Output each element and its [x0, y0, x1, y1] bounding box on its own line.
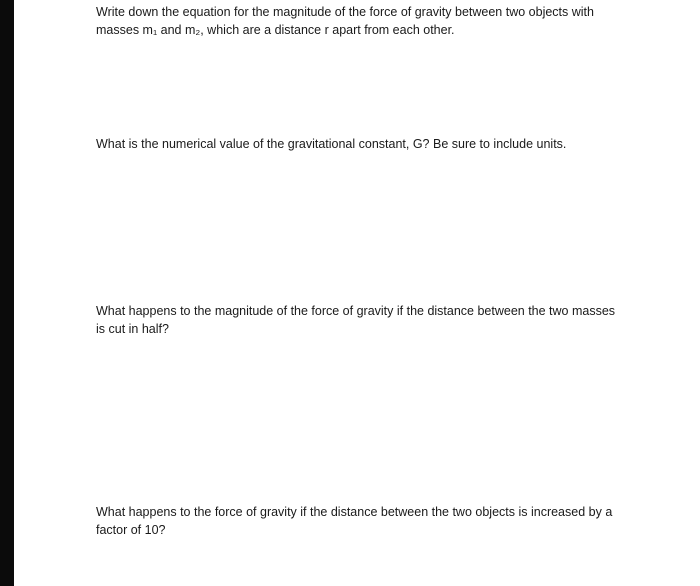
question-text-line: Write down the equation for the magnitude of the force of gravity between two objects with: [96, 5, 594, 19]
question-distance-increased: [96, 504, 641, 539]
document-page: [14, 0, 700, 586]
question-text-line: What happens to the force of gravity if the distance between the two objects is increased by a: [96, 505, 613, 519]
question-gravitational-constant: [96, 136, 641, 154]
question-distance-halved: [96, 303, 641, 338]
question-text-line: factor of 10?: [96, 522, 166, 537]
question-text-line: masses m₁ and m₂, which are a distance r apart from each other.: [96, 22, 455, 37]
question-text-line: What is the numerical value of the gravitational constant, G? Be sure to include units.: [96, 137, 567, 151]
question-text-line: is cut in half?: [96, 321, 169, 336]
question-text-line: What happens to the magnitude of the force of gravity if the distance between the two masses: [96, 304, 616, 318]
question-gravity-equation: [96, 4, 641, 39]
window-edge: [0, 0, 14, 586]
